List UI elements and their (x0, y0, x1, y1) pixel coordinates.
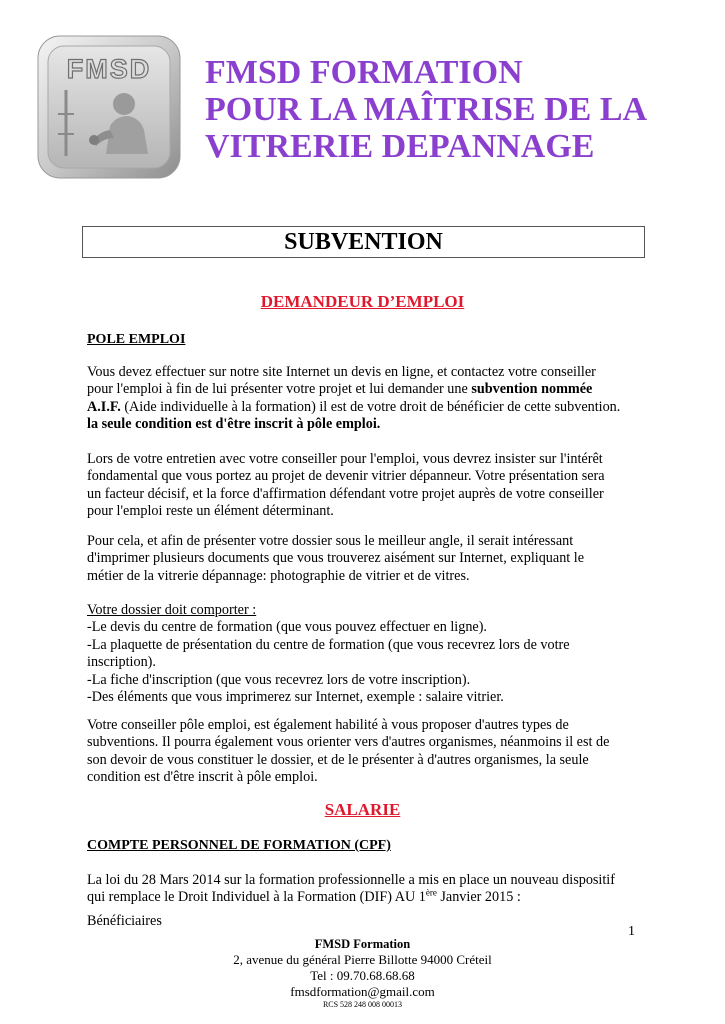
footer-rcs: RCS 528 248 008 00013 (322, 1000, 403, 1009)
fmsd-logo (36, 34, 182, 180)
svg-text:FMSD: FMSD (66, 54, 152, 84)
title-line-1: FMSD FORMATION (205, 54, 523, 91)
dossier-item-2-cont: inscription). (87, 654, 156, 671)
p1-line-4: la seule condition est d'être inscrit à pôle emploi. (87, 416, 381, 433)
paragraph-entretien (87, 451, 647, 521)
dossier-list (87, 602, 647, 706)
salarie-p1-line-1: La loi du 28 Mars 2014 sur la formation professionnelle a mis en place un nouveau dispositif (87, 872, 615, 888)
p3-line-1: Pour cela, et afin de présenter votre dossier sous le meilleur angle, il serait intéressant (87, 533, 574, 549)
pole-emploi-subheading: POLE EMPLOI (87, 332, 186, 347)
document-title (205, 54, 705, 165)
dossier-item-1: -Le devis du centre de formation (que vous pouvez effectuer en ligne). (87, 619, 487, 636)
dossier-item-2: -La plaquette de présentation du centre de formation (que vous recevrez lors de votre (87, 636, 570, 653)
title-line-2: POUR LA MAÎTRISE DE LA (205, 91, 648, 128)
p1-line-2-text: pour l'emploi à fin de lui présenter votre projet et lui demander une (87, 381, 472, 398)
dossier-item-4: -Des éléments que vous imprimerez sur Internet, exemple : salaire vitrier. (87, 689, 504, 706)
subvention-banner: SUBVENTION (82, 226, 645, 258)
paragraph-conseiller (87, 717, 647, 787)
p5-line-2: subventions. Il pourra également vous orienter vers d'autres organismes, néanmoins il est de (87, 734, 610, 751)
salarie-p1-line-2a: qui remplace le Droit Individuel à la Formation (DIF) AU 1 (87, 889, 426, 906)
footer-address: 2, avenue du général Pierre Billotte 94000 Créteil (233, 952, 492, 967)
p1-line-1: Vous devez effectuer sur notre site Internet un devis en ligne, et contactez votre conseiller (87, 364, 596, 380)
dossier-item-3: -La fiche d'inscription (que vous recevrez lors de votre inscription). (87, 671, 471, 688)
footer-phone: Tel : 09.70.68.68.68 (310, 968, 415, 983)
p5-line-1: Votre conseiller pôle emploi, est également habilité à vous proposer d'autres types de (87, 717, 569, 733)
salarie-p1-line-2b: Janvier 2015 : (436, 889, 521, 906)
dossier-list-title: Votre dossier doit comporter : (87, 602, 257, 618)
footer-company-name: FMSD Formation (314, 937, 411, 951)
salarie-p1-line-2 (87, 889, 647, 906)
p1-line-2 (87, 381, 647, 398)
title-line-3: VITRERIE DEPANNAGE (205, 128, 595, 165)
p1-line-3 (87, 399, 647, 416)
beneficiaires-text (87, 913, 647, 930)
cpf-subheading: COMPTE PERSONNEL DE FORMATION (CPF) (87, 838, 391, 853)
paragraph-devis (87, 364, 647, 434)
paragraph-loi (87, 872, 647, 907)
p2-line-3: un facteur décisif, et la force d'affirmation défendant votre projet auprès de votre conseiller (87, 485, 604, 502)
page-number: 1 (628, 924, 635, 939)
p1-line-3-text: (Aide individuelle à la formation) il est de votre droit de bénéficier de cette subvention. (120, 398, 621, 415)
beneficiaires-label: Bénéficiaires (87, 913, 162, 929)
p3-line-2: d'imprimer plusieurs documents que vous trouverez aisément sur Internet, expliquant le (87, 550, 585, 567)
demandeur-heading: DEMANDEUR D’EMPLOI (260, 292, 465, 311)
p1-line-3-bold: A.I.F. (87, 398, 121, 415)
paragraph-dossier-angle (87, 533, 647, 585)
p3-line-3: métier de la vitrerie dépannage: photographie de vitrier et de vitres. (87, 567, 470, 584)
p1-line-2-bold: subvention nommée (471, 381, 593, 398)
p5-line-3: son devoir de vous constituer le dossier, et de le présenter à d'autres organismes, la seule (87, 751, 589, 768)
salarie-heading: SALARIE (324, 800, 401, 819)
p2-line-4: pour l'emploi reste un élément déterminant. (87, 503, 334, 520)
footer-email: fmsdformation@gmail.com (290, 984, 435, 999)
p2-line-2: fondamental que vous portez au projet de devenir vitrier dépanneur. Votre présentation sera (87, 468, 605, 485)
p5-line-4: condition est d'être inscrit à pôle emploi. (87, 769, 318, 786)
page-footer (0, 936, 725, 1010)
p2-line-1: Lors de votre entretien avec votre conseiller pour l'emploi, vous devrez insister sur l'intérêt (87, 451, 603, 467)
superscript-ere: ère (425, 887, 437, 898)
